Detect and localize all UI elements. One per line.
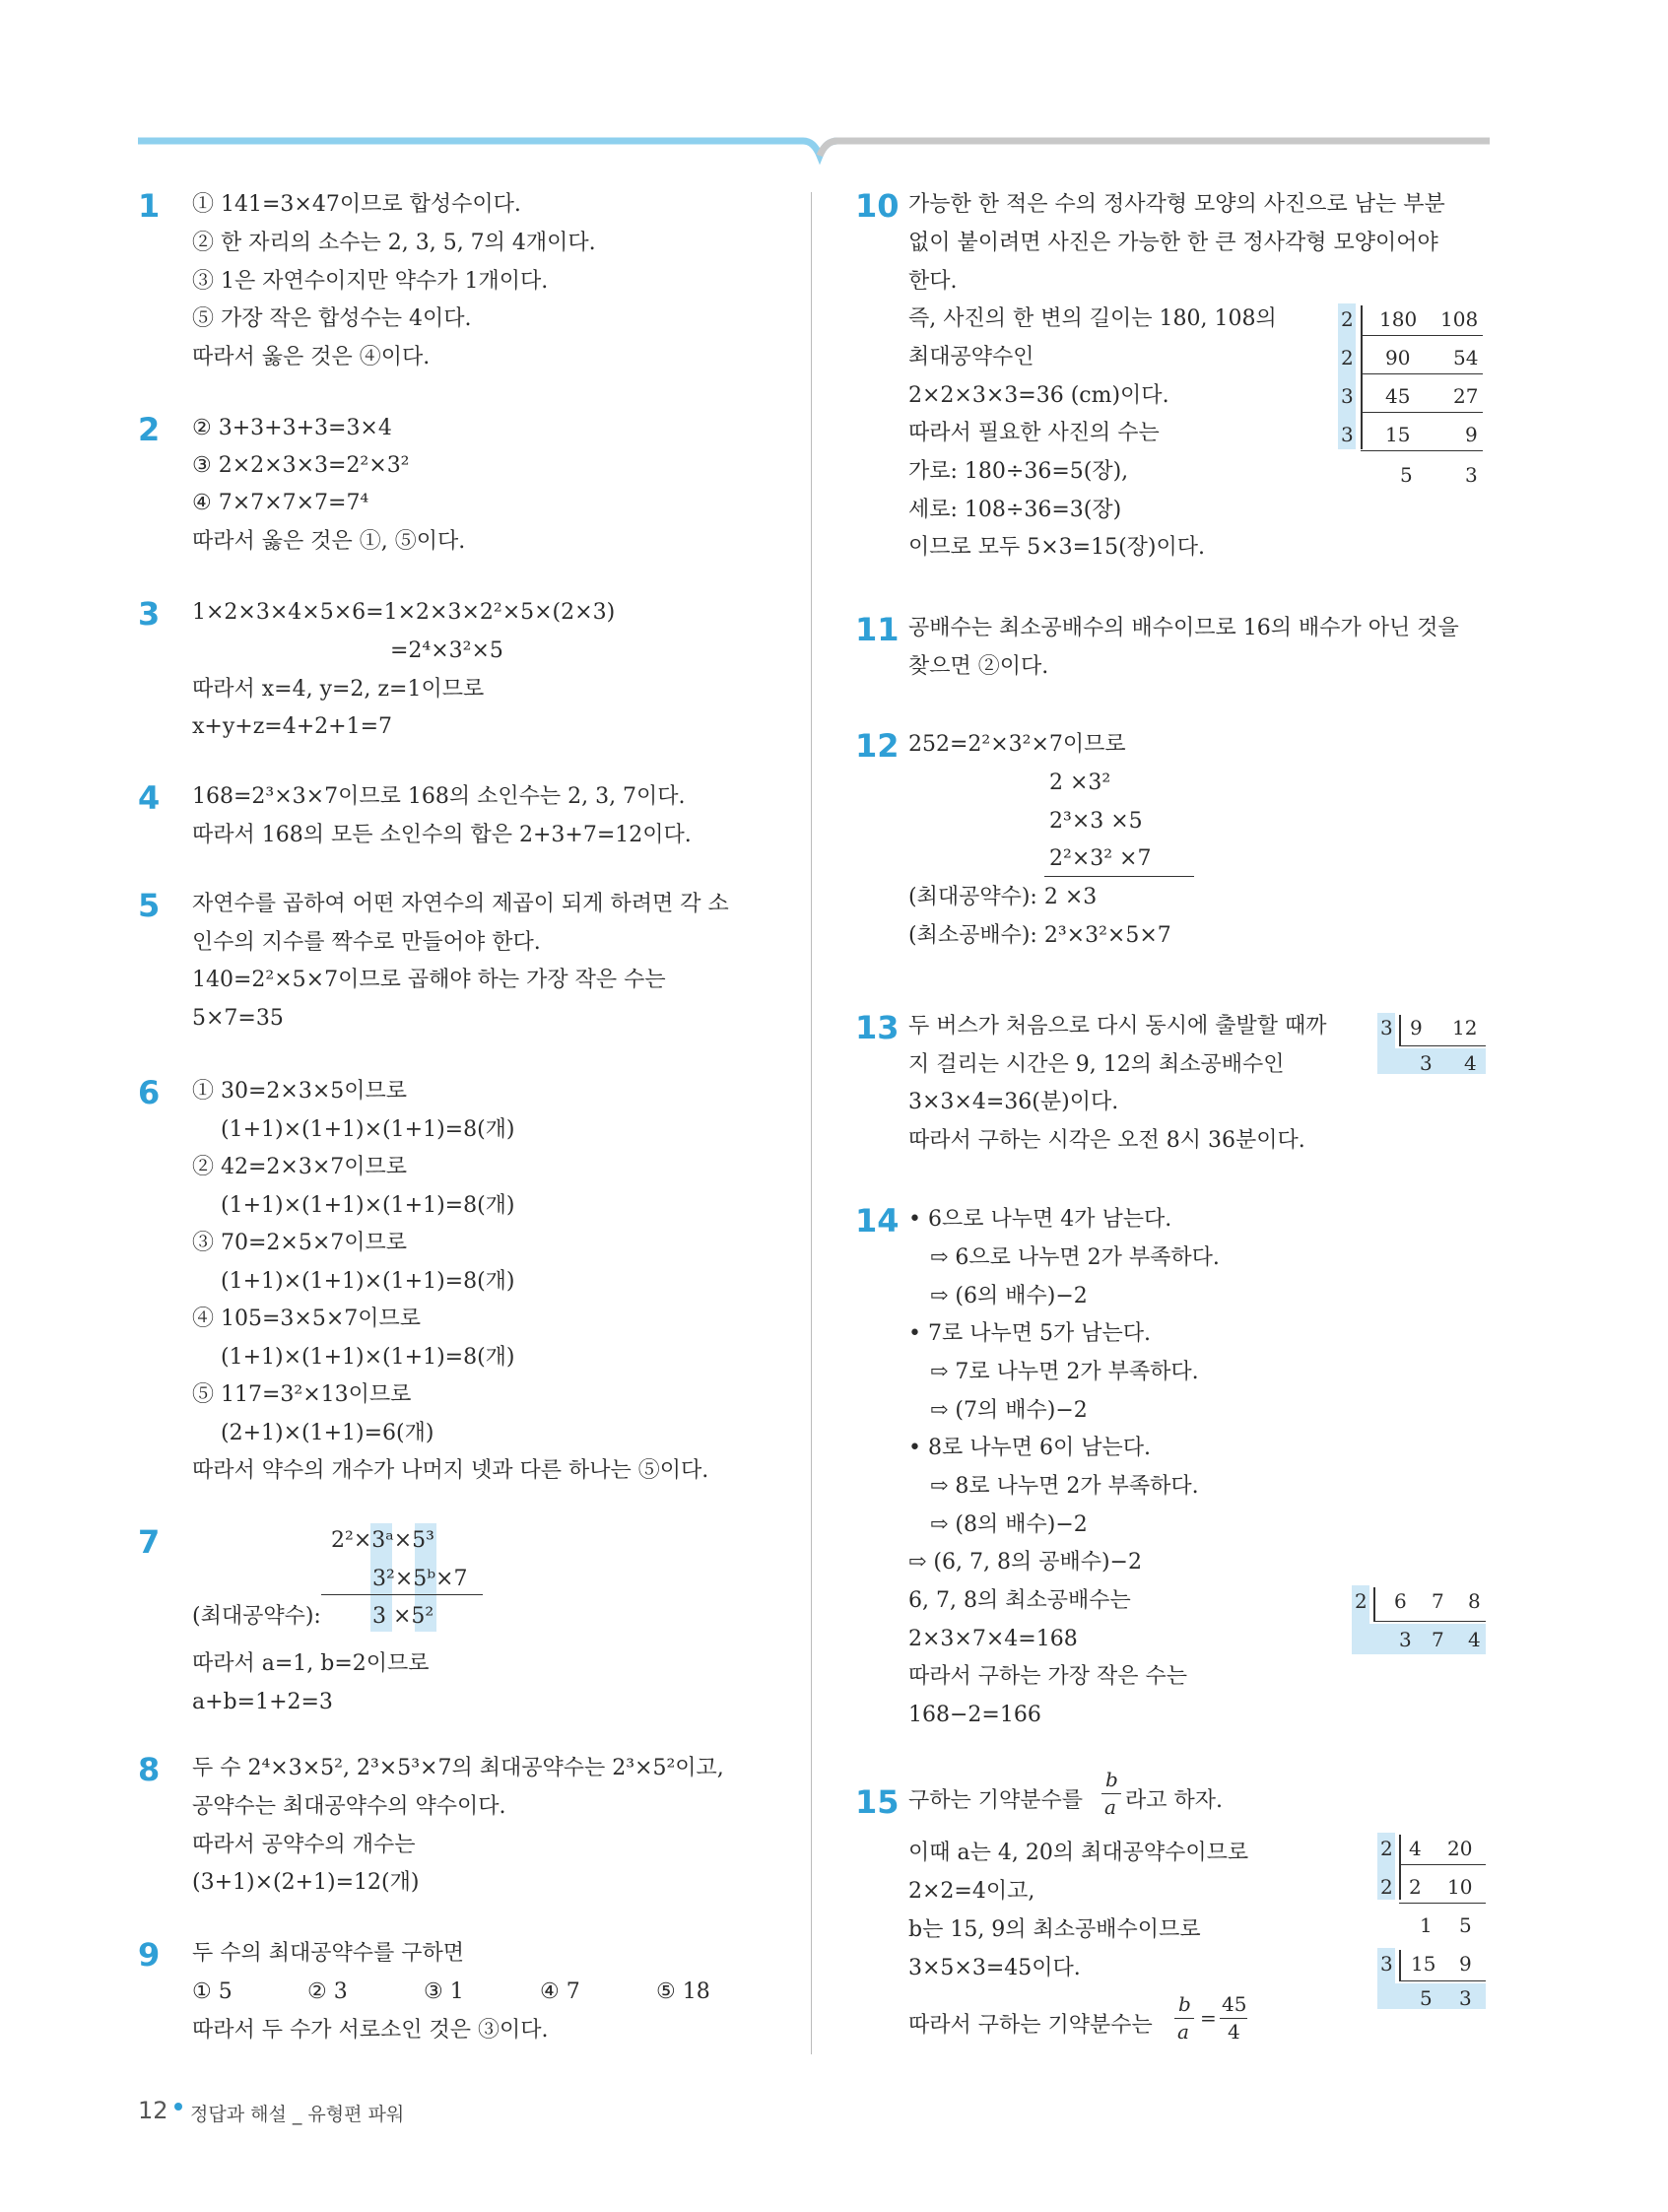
- answer-line: 따라서 구하는 시각은 오전 8시 36분이다.: [908, 1128, 1305, 1153]
- quotient: 5: [1459, 1913, 1472, 1937]
- answer-line: 따라서 필요한 사진의 수는: [908, 421, 1160, 445]
- answer-line: 최대공약수인: [908, 345, 1034, 369]
- answer-line: ⇨ 8로 나누면 2가 부족하다.: [930, 1474, 1199, 1499]
- quotient: 54: [1453, 346, 1479, 369]
- factor-row: 2²×3ᵃ×5³: [331, 1528, 434, 1553]
- answer-line: 따라서 168의 모든 소인수의 합은 2+3+7=12이다.: [192, 823, 692, 847]
- answer-line: 따라서 공약수의 개수는: [192, 1833, 416, 1857]
- answer-line: ⇨ (8의 배수)−2: [930, 1512, 1088, 1537]
- answer-line: x+y+z=4+2+1=7: [192, 714, 393, 739]
- answer-line: ① 141=3×47이므로 합성수이다.: [192, 192, 521, 217]
- problem-number-15: 15: [855, 1783, 900, 1821]
- dividend: 6: [1394, 1589, 1407, 1613]
- answer-line: 이므로 모두 5×3=15(장)이다.: [908, 535, 1206, 560]
- answer-line: 즉, 사진의 한 변의 길이는 180, 108의: [908, 306, 1277, 331]
- answer-line: ⇨ 6으로 나누면 2가 부족하다.: [930, 1245, 1220, 1270]
- dividend: 12: [1452, 1016, 1478, 1039]
- quotient: 3: [1459, 1986, 1472, 2010]
- answer-line: (2+1)×(1+1)=6(개): [221, 1421, 434, 1445]
- quotient-highlight: [1352, 1624, 1486, 1654]
- answer-line: b는 15, 9의 최소공배수이므로: [908, 1917, 1201, 1942]
- answer-line: 따라서 구하는 기약분수는: [908, 2013, 1153, 2038]
- bullet-icon: [174, 2103, 182, 2111]
- answer-line: (1+1)×(1+1)×(1+1)=8(개): [221, 1345, 515, 1370]
- answer-line: ④ 7×7×7×7=7⁴: [192, 491, 369, 515]
- answer-line: 가능한 한 적은 수의 정사각형 모양의 사진으로 남는 부분: [908, 192, 1445, 217]
- division-bar: [1361, 305, 1363, 449]
- problem-number-8: 8: [138, 1751, 161, 1788]
- answer-line: ③ 2×2×3×3=2²×3²: [192, 453, 410, 478]
- factor-row: 2 ×3²: [1049, 771, 1111, 795]
- problem-number-7: 7: [138, 1523, 161, 1561]
- answer-line: ③ 70=2×5×7이므로: [192, 1231, 408, 1255]
- choice: ① 5: [192, 1979, 233, 2004]
- answer-line: ② 한 자리의 소수는 2, 3, 5, 7의 4개이다.: [192, 231, 596, 255]
- quotient: 9: [1465, 423, 1478, 446]
- answer-line: ⇨ (7의 배수)−2: [930, 1398, 1088, 1423]
- division-rule: [1399, 1864, 1486, 1865]
- quotient: 3: [1420, 1051, 1433, 1075]
- answer-line: 252=2²×3²×7이므로: [908, 732, 1126, 757]
- divisor: 2: [1341, 307, 1354, 331]
- quotient: 5: [1420, 1986, 1433, 2010]
- answer-line: 찾으면 ②이다.: [908, 654, 1049, 679]
- problem-number-2: 2: [138, 411, 161, 448]
- division-rule: [1044, 876, 1194, 877]
- fraction-denominator: a: [1177, 2020, 1189, 2044]
- column-divider: [811, 192, 812, 2054]
- answer-line: 2×2=4이고,: [908, 1879, 1035, 1904]
- division-rule: [1361, 412, 1483, 413]
- quotient: 4: [1464, 1051, 1477, 1075]
- division-rule: [1373, 1621, 1486, 1622]
- factor-row: 2³×3 ×5: [1049, 809, 1143, 834]
- quotient: 27: [1453, 384, 1479, 408]
- answer-line: 따라서 옳은 것은 ④이다.: [192, 345, 431, 369]
- answer-line: ② 42=2×3×7이므로: [192, 1155, 408, 1179]
- equals-sign: =: [1200, 2006, 1217, 2030]
- dividend: 4: [1409, 1837, 1422, 1860]
- dividend: 9: [1410, 1016, 1423, 1039]
- answer-line: 168=2³×3×7이므로 168의 소인수는 2, 3, 7이다.: [192, 784, 686, 809]
- divisor: 2: [1341, 346, 1354, 369]
- dividend: 20: [1447, 1837, 1473, 1860]
- answer-line: 따라서 a=1, b=2이므로: [192, 1651, 430, 1676]
- answer-line: • 6으로 나누면 4가 남는다.: [908, 1207, 1172, 1232]
- dividend: 15: [1411, 1952, 1436, 1976]
- choice: ④ 7: [540, 1979, 580, 2004]
- quotient: 90: [1385, 346, 1411, 369]
- quotient: 2: [1409, 1875, 1422, 1899]
- fraction-bar: [1220, 2018, 1247, 2019]
- answer-line: 3×5×3=45이다.: [908, 1956, 1081, 1980]
- answer-line: 2×2×3×3=36 (cm)이다.: [908, 383, 1169, 408]
- divisor: 2: [1380, 1837, 1393, 1860]
- answer-line: 168−2=166: [908, 1703, 1041, 1727]
- fraction-bar: [1101, 1793, 1121, 1794]
- answer-line: ② 3+3+3+3=3×4: [192, 416, 392, 440]
- page-number: 12: [138, 2097, 168, 2124]
- answer-line: 140=2²×5×7이므로 곱해야 하는 가장 작은 수는: [192, 968, 666, 992]
- division-rule: [1361, 373, 1483, 374]
- fraction-numerator: b: [1105, 1768, 1118, 1791]
- division-rule: [1399, 1903, 1486, 1904]
- problem-number-1: 1: [138, 187, 161, 225]
- divisor: 3: [1341, 384, 1354, 408]
- answer-line: 따라서 옳은 것은 ①, ⑤이다.: [192, 529, 466, 554]
- answer-line: 인수의 지수를 짝수로 만들어야 한다.: [192, 930, 541, 955]
- answer-line: 3×3×4=36(분)이다.: [908, 1090, 1119, 1114]
- problem-number-4: 4: [138, 779, 161, 817]
- answer-line: 따라서 두 수가 서로소인 것은 ③이다.: [192, 2018, 549, 2043]
- division-bar: [1399, 1835, 1401, 1900]
- answer-line: ⇨ (6의 배수)−2: [930, 1284, 1088, 1308]
- choice: ③ 1: [424, 1979, 464, 2004]
- answer-line: =2⁴×3²×5: [390, 638, 503, 663]
- answer-line: 공배수는 최소공배수의 배수이므로 16의 배수가 아닌 것을: [908, 616, 1459, 640]
- quotient: 7: [1432, 1628, 1444, 1651]
- dividend: 9: [1459, 1952, 1472, 1976]
- answer-line: a+b=1+2=3: [192, 1690, 333, 1714]
- divisor: 2: [1355, 1589, 1368, 1613]
- answer-line: (3+1)×(2+1)=12(개): [192, 1870, 420, 1895]
- top-divider: [0, 0, 1668, 177]
- answer-line: 두 버스가 처음으로 다시 동시에 출발할 때까: [908, 1014, 1327, 1039]
- divisor: 2: [1380, 1875, 1393, 1899]
- factor-row: 3 ×5²: [372, 1604, 434, 1629]
- fraction-bar: [1174, 2018, 1194, 2019]
- answer-line: 따라서 구하는 가장 작은 수는: [908, 1664, 1187, 1689]
- division-rule: [1361, 335, 1483, 336]
- answer-line: ③ 1은 자연수이지만 약수가 1개이다.: [192, 269, 549, 294]
- answer-line: ⇨ (6, 7, 8의 공배수)−2: [908, 1550, 1142, 1575]
- divisor: 3: [1341, 423, 1354, 446]
- factor-row: 2²×3² ×7: [1049, 846, 1152, 871]
- problem-number-6: 6: [138, 1074, 161, 1111]
- dividend: 180: [1379, 307, 1418, 331]
- answer-line: 따라서 x=4, y=2, z=1이므로: [192, 677, 485, 702]
- division-rule: [1361, 450, 1483, 451]
- answer-line: • 8로 나누면 6이 남는다.: [908, 1436, 1151, 1460]
- division-rule: [321, 1594, 483, 1595]
- answer-line: (1+1)×(1+1)×(1+1)=8(개): [221, 1269, 515, 1294]
- answer-line: ⇨ 7로 나누면 2가 부족하다.: [930, 1360, 1199, 1384]
- problem-number-11: 11: [855, 611, 900, 648]
- answer-line: (1+1)×(1+1)×(1+1)=8(개): [221, 1117, 515, 1142]
- quotient: 1: [1420, 1913, 1433, 1937]
- problem-number-10: 10: [855, 187, 900, 225]
- problem-number-5: 5: [138, 887, 161, 924]
- factor-row: 3²×5ᵇ×7: [372, 1567, 468, 1591]
- fraction-numerator: 45: [1222, 1992, 1247, 2016]
- quotient: 4: [1468, 1628, 1481, 1651]
- divisor: 3: [1380, 1952, 1393, 1976]
- answer-line: • 7로 나누면 5가 남는다.: [908, 1321, 1151, 1346]
- answer-line: 없이 붙이려면 사진은 가능한 한 큰 정사각형 모양이어야: [908, 231, 1438, 255]
- answer-line: ⑤ 117=3²×13이므로: [192, 1382, 412, 1407]
- division-bar: [1399, 1950, 1401, 1981]
- answer-line: (최대공약수): 2 ×3: [908, 885, 1098, 909]
- answer-line: 자연수를 곱하여 어떤 자연수의 제곱이 되게 하려면 각 소: [192, 892, 729, 916]
- answer-line: ④ 105=3×5×7이므로: [192, 1307, 422, 1331]
- division-rule: [1399, 1980, 1486, 1981]
- answer-line: 2×3×7×4=168: [908, 1627, 1078, 1651]
- division-rule: [1399, 1045, 1486, 1046]
- answer-line: 지 걸리는 시간은 9, 12의 최소공배수인: [908, 1052, 1285, 1077]
- quotient: 3: [1465, 463, 1478, 487]
- choice: ② 3: [307, 1979, 348, 2004]
- answer-line: 1×2×3×4×5×6=1×2×3×2²×5×(2×3): [192, 600, 616, 625]
- dividend: 7: [1432, 1589, 1444, 1613]
- answer-line: (1+1)×(1+1)×(1+1)=8(개): [221, 1193, 515, 1218]
- answer-line: 5×7=35: [192, 1006, 284, 1031]
- answer-line: 구하는 기약분수를: [908, 1788, 1084, 1813]
- quotient: 3: [1399, 1628, 1412, 1651]
- quotient: 15: [1385, 423, 1411, 446]
- problem-number-13: 13: [855, 1009, 900, 1046]
- divisor: 3: [1380, 1016, 1393, 1039]
- answer-line: 두 수의 최대공약수를 구하면: [192, 1941, 465, 1966]
- division-bar: [1399, 1015, 1401, 1046]
- footer-title: 정답과 해설 _ 유형편 파워: [190, 2104, 405, 2125]
- answer-line: 따라서 약수의 개수가 나머지 넷과 다른 하나는 ⑤이다.: [192, 1458, 709, 1483]
- dividend: 108: [1440, 307, 1479, 331]
- answer-line: (최소공배수): 2³×3²×5×7: [908, 923, 1171, 948]
- dividend: 8: [1468, 1589, 1481, 1613]
- quotient: 45: [1385, 384, 1411, 408]
- choice: ⑤ 18: [656, 1979, 710, 2004]
- answer-line: 한다.: [908, 269, 958, 294]
- answer-line: 가로: 180÷36=5(장),: [908, 459, 1129, 484]
- answer-line: 6, 7, 8의 최소공배수는: [908, 1588, 1131, 1613]
- answer-line: 두 수 2⁴×3×5², 2³×5³×7의 최대공약수는 2³×5²이고,: [192, 1756, 724, 1780]
- problem-number-3: 3: [138, 595, 161, 633]
- problem-number-14: 14: [855, 1202, 900, 1240]
- fraction-denominator: 4: [1228, 2020, 1240, 2044]
- answer-line: ① 30=2×3×5이므로: [192, 1079, 408, 1104]
- division-bar: [1373, 1587, 1375, 1621]
- quotient: 5: [1400, 463, 1413, 487]
- quotient: 10: [1447, 1875, 1473, 1899]
- answer-line: 라고 하자.: [1125, 1788, 1223, 1813]
- problem-number-9: 9: [138, 1936, 161, 1974]
- answer-line: (최대공약수):: [192, 1604, 321, 1629]
- fraction-denominator: a: [1104, 1795, 1116, 1819]
- fraction-numerator: b: [1178, 1992, 1191, 2016]
- answer-line: 이때 a는 4, 20의 최대공약수이므로: [908, 1841, 1249, 1865]
- problem-number-12: 12: [855, 727, 900, 765]
- answer-line: 공약수는 최대공약수의 약수이다.: [192, 1794, 506, 1819]
- answer-line: ⑤ 가장 작은 합성수는 4이다.: [192, 306, 472, 331]
- answer-line: 세로: 108÷36=3(장): [908, 498, 1122, 522]
